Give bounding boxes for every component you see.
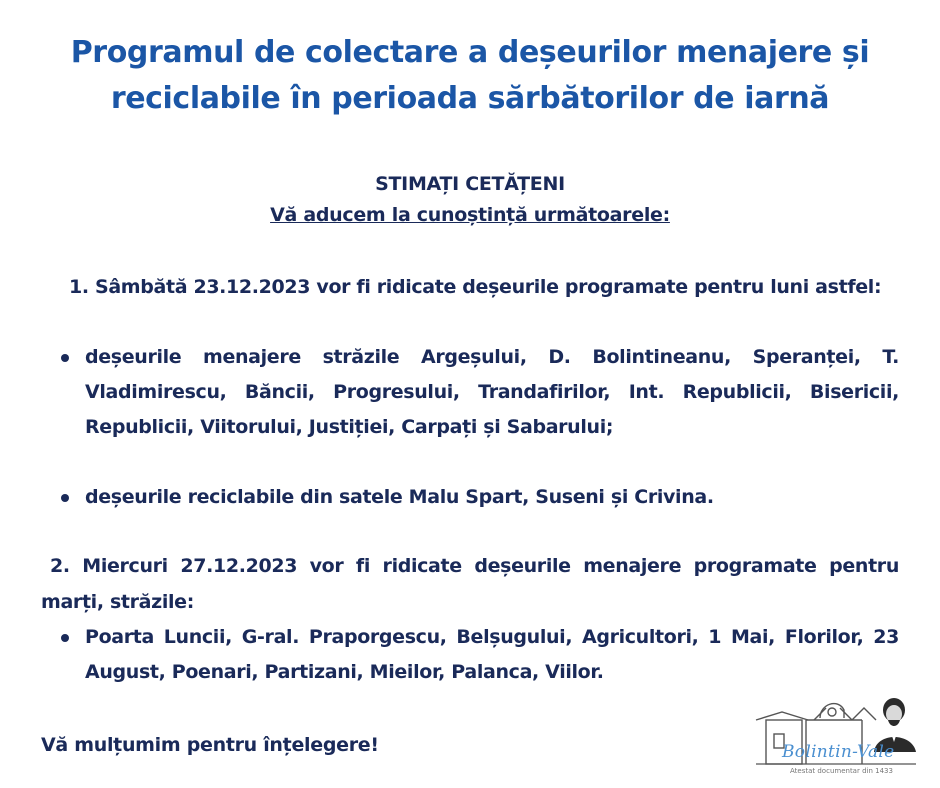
town-logo — [752, 690, 920, 778]
item-1-text: 1. Sâmbătă 23.12.2023 vor fi ridicate deșeurile programate pentru luni astfel: — [69, 276, 882, 298]
logo-tagline: Atestat documentar din 1433 — [790, 767, 893, 775]
logo-name: Bolintin-Vale — [782, 742, 895, 762]
item-2-text: 2. Miercuri 27.12.2023 vor fi ridicate deșeurile menajere programate pentru marți, străzile: — [41, 555, 899, 613]
closing-text: Vă mulțumim pentru înțelegere! — [41, 734, 379, 756]
subheading: Vă aducem la cunoștință următoarele: — [270, 204, 670, 226]
bullet-text: deșeurile reciclabile din satele Malu Spart, Suseni și Crivina. — [85, 486, 714, 508]
greeting: STIMAȚI CETĂȚENI — [375, 173, 565, 195]
bullet-text: deșeurile menajere străzile Argeșului, D. Bolintineanu, Speranței, T. Vladimirescu, Băncii, Progresului, Trandafirilor, Int. Republicii, Bisericii, Republicii, Viitorului, Justiției, Carpați și Sabarului; — [85, 346, 899, 438]
bullet-icon — [61, 354, 69, 362]
page-title: Programul de colectare a deșeurilor menajere și reciclabile în perioada sărbătorilor de iarnă — [70, 35, 870, 116]
list-item — [41, 480, 899, 515]
bullet-icon — [61, 634, 69, 642]
list-item — [41, 340, 899, 445]
bullet-icon — [61, 494, 69, 502]
list-item — [41, 620, 899, 690]
bullet-text: Poarta Luncii, G-ral. Praporgescu, Belșugului, Agricultori, 1 Mai, Florilor, 23 August, Poenari, Partizani, Mieilor, Palanca, Viilor. — [85, 626, 899, 683]
